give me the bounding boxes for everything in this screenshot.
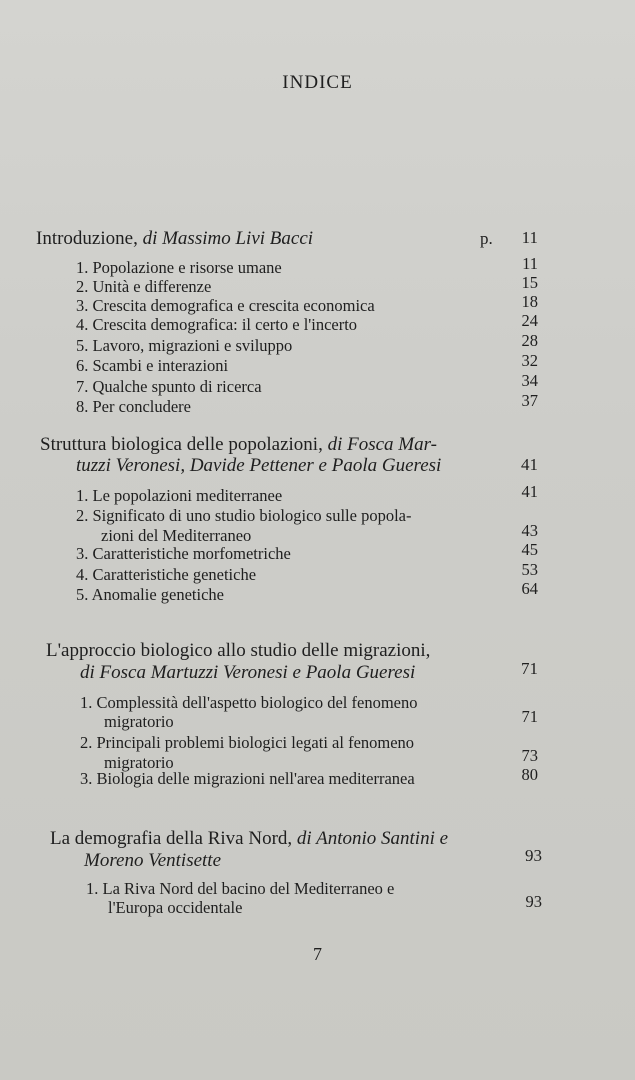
toc-page: 73 [521,746,538,765]
toc-item: 6. Scambi e interazioni [76,356,229,375]
toc-item: 3. Biologia delle migrazioni nell'area mediterranea [80,769,415,788]
section-author: Moreno Ventisette [84,850,222,871]
toc-page: 41 [521,482,538,501]
toc-item: 7. Qualche spunto di ricerca [76,377,262,396]
toc-item: 4. Crescita demografica: il certo e l'incerto [76,315,358,334]
toc-page: 53 [521,560,538,579]
toc-item: 1. La Riva Nord del bacino del Mediterraneo e [86,879,395,898]
section-title-text: La demografia della Riva Nord, [50,828,297,849]
toc-item: 1. Le popolazioni mediterranee [76,486,283,505]
toc-page: 37 [521,391,538,410]
toc-page: 32 [521,351,538,370]
section-title [36,228,313,249]
section-title-text: Struttura biologica delle popolazioni, [40,434,328,455]
toc-page: 45 [521,540,538,559]
section-title [50,828,448,849]
toc-page: 24 [521,311,538,330]
section-title: L'approccio biologico allo studio delle migrazioni, [46,640,431,661]
page-title: INDICE [282,72,353,93]
toc-page: 28 [521,331,538,350]
toc-page: 18 [521,292,538,311]
toc-page: 43 [521,521,538,540]
toc-item: 3. Caratteristiche morfometriche [76,544,291,563]
toc-page: 71 [521,707,538,726]
toc-item: 5. Lavoro, migrazioni e sviluppo [76,336,293,355]
section-title-text: Introduzione, [36,228,143,249]
toc-item-continuation: migratorio [104,753,174,772]
toc-item: 2. Unità e differenze [76,277,212,296]
toc-page: 11 [522,254,538,273]
toc-item: 1. Popolazione e risorse umane [76,258,282,277]
page-marker: p. [480,229,493,248]
section-page: 71 [521,659,538,678]
toc-item: 8. Per concludere [76,397,191,416]
section-page: 11 [521,228,538,247]
section-author: di Fosca Mar- [327,434,437,455]
toc-item-continuation: migratorio [104,712,174,731]
toc-item: 5. Anomalie genetiche [76,585,224,604]
toc-page: 15 [521,273,538,292]
toc-item: 3. Crescita demografica e crescita economica [76,296,375,315]
toc-item: 2. Significato di uno studio biologico sulle popola- [76,506,412,525]
section-author: di Massimo Livi Bacci [142,228,314,249]
toc-item: 4. Caratteristiche genetiche [76,565,257,584]
page-number: 7 [313,944,322,964]
toc-item: 2. Principali problemi biologici legati al fenomeno [80,733,415,752]
toc-item-continuation: zioni del Mediterraneo [101,526,252,545]
section-page: 93 [525,846,542,865]
toc-page: 93 [525,892,542,911]
section-title [40,434,437,455]
section-author: di Antonio Santini e [296,828,449,849]
toc-page: 80 [521,765,538,784]
section-author: di Fosca Martuzzi Veronesi e Paola Gueresi [80,662,416,683]
section-author: tuzzi Veronesi, Davide Pettener e Paola Gueresi [76,455,442,476]
toc-item-continuation: l'Europa occidentale [108,898,243,917]
section-page: 41 [521,455,538,474]
toc-item: 1. Complessità dell'aspetto biologico del fenomeno [80,693,418,712]
toc-page: 64 [521,579,538,598]
toc-page: 34 [521,371,538,390]
